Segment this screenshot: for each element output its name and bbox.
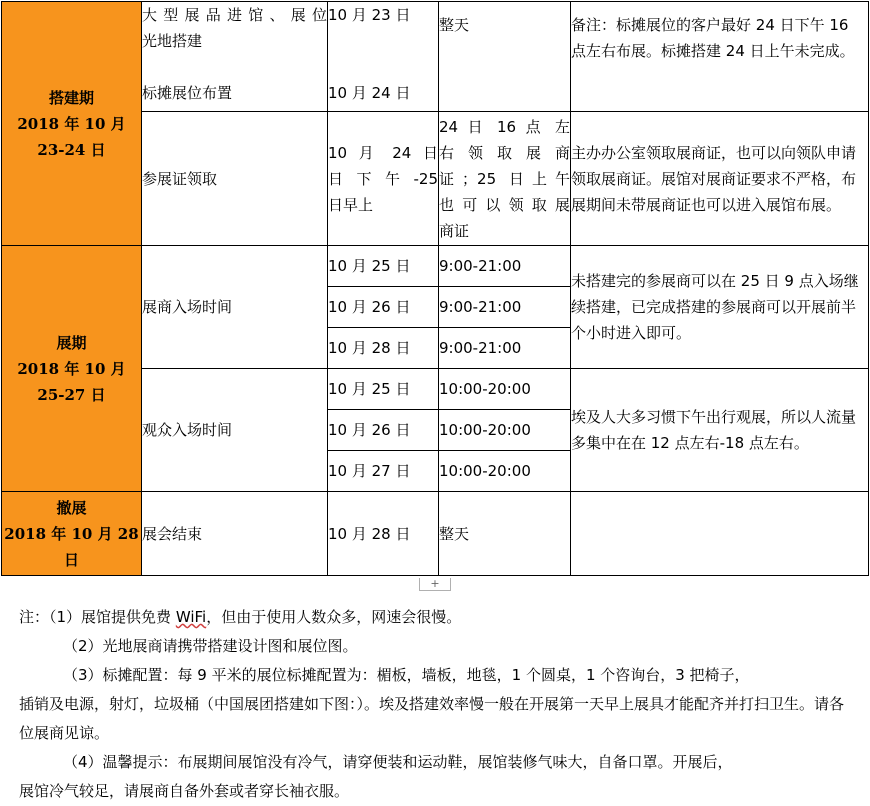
time-line: 也可以领取展 — [439, 195, 570, 214]
phase-date-line: 2018 年 10 月 28 — [4, 524, 139, 543]
note-cell — [571, 246, 869, 369]
table-row — [2, 2, 869, 112]
phase-date-line: 2018 年 10 月 — [17, 359, 126, 378]
time-text: 整天 — [439, 524, 470, 543]
time-cell — [439, 287, 571, 328]
item-cell — [142, 2, 328, 112]
date-cell — [328, 246, 439, 287]
item-text: 展会结束 — [142, 524, 203, 543]
date-cell — [328, 410, 439, 451]
phase-date-line: 25-27 日 — [37, 385, 106, 404]
item-text: 展商入场时间 — [142, 298, 233, 316]
note-cell — [571, 492, 869, 576]
time-text: 9:00-21:00 — [439, 298, 522, 316]
date-cell — [328, 492, 439, 576]
item-cell — [142, 246, 328, 369]
time-line: 商证 — [439, 221, 470, 240]
table-row — [2, 246, 869, 287]
phase-date-line: 23-24 日 — [37, 140, 106, 159]
item-cell — [142, 369, 328, 492]
item-line: 光地搭建 — [142, 32, 203, 50]
add-row-button[interactable]: + — [419, 578, 451, 591]
time-cell — [439, 2, 571, 112]
item-line: 标摊展位布置 — [142, 84, 233, 102]
note-item-1 — [19, 603, 849, 632]
phase-teardown-cell — [2, 492, 142, 576]
note-item-2: （2）光地展商请携带搭建设计图和展位图。 — [63, 637, 358, 655]
item-line: 大型展品进馆、展位 — [142, 6, 327, 24]
time-cell — [439, 492, 571, 576]
date-text: 10 月 28 日 — [328, 524, 411, 543]
date-cell — [328, 451, 439, 492]
time-cell — [439, 112, 571, 246]
notes-section — [19, 603, 849, 806]
table-row — [2, 492, 869, 576]
time-text: 10:00-20:00 — [439, 380, 531, 398]
note-text: 主办办公室领取展商证，也可以向领队申请领取展商证。展馆对展商证要求不严格，布展期间未带展商证也可以进入展馆布展。 — [571, 143, 857, 214]
time-text: 整天 — [439, 16, 470, 34]
date-line: 日 下 午 -25 — [328, 169, 438, 188]
note-cell — [571, 112, 869, 246]
phase-title: 搭建期 — [48, 88, 94, 107]
wifi-text: WiFi — [175, 608, 207, 626]
time-text: 9:00-21:00 — [439, 257, 522, 275]
date-cell — [328, 328, 439, 369]
note-text: 埃及人大多习惯下午出行观展，所以人流量多集中在在 12 点左右-18 点左右。 — [571, 408, 857, 452]
note-item-4-first: （4）温馨提示：布展期间展馆没有冷气，请穿便装和运动鞋，展馆装修气味大，自备口罩。开展后， — [63, 753, 733, 771]
time-cell — [439, 246, 571, 287]
date-line: 10 月 24 日 — [328, 84, 411, 102]
date-text: 10 月 25 日 — [328, 257, 411, 275]
date-text: 10 月 26 日 — [328, 298, 411, 316]
date-line: 10 月 23 日 — [328, 6, 411, 24]
note-cell — [571, 369, 869, 492]
date-text: 10 月 27 日 — [328, 462, 411, 480]
item-text: 参展证领取 — [142, 169, 218, 188]
phase-show-cell — [2, 246, 142, 492]
time-text: 10:00-20:00 — [439, 421, 531, 439]
item-text: 观众入场时间 — [142, 421, 233, 439]
date-line: 日早上 — [328, 195, 374, 214]
phase-build-cell — [2, 2, 142, 246]
date-text: 10 月 28 日 — [328, 339, 411, 357]
phase-date-line: 日 — [63, 550, 79, 569]
date-cell — [328, 369, 439, 410]
item-cell — [142, 492, 328, 576]
note-1-prefix: 注：（1）展馆提供免费 — [19, 608, 176, 626]
date-cell — [328, 112, 439, 246]
note-item-3-first: （3）标摊配置：每 9 平米的展位标摊配置为：楣板，墙板，地毯，1 个圆桌，1 个咨询台，3 把椅子， — [63, 666, 750, 684]
time-text: 9:00-21:00 — [439, 339, 522, 357]
note-text: 未搭建完的参展商可以在 25 日 9 点入场继续搭建，已完成搭建的参展商可以开展前半个小时进入即可。 — [571, 272, 859, 342]
schedule-table — [1, 1, 869, 576]
note-cell — [571, 2, 869, 112]
time-cell — [439, 369, 571, 410]
date-line: 10 月 24 日 — [328, 143, 438, 162]
note-item-4-rest: 展馆冷气较足，请展商自备外套或者穿长袖衣服。 — [19, 782, 350, 800]
time-text: 10:00-20:00 — [439, 462, 531, 480]
time-cell — [439, 410, 571, 451]
time-line: 24 日 16 点 左 — [439, 117, 570, 136]
date-cell — [328, 287, 439, 328]
date-cell — [328, 2, 439, 112]
item-cell — [142, 112, 328, 246]
note-item-3-rest: 插销及电源，射灯，垃圾桶（中国展团搭建如下图：）。埃及搭建效率慢一般在开展第一天早上展具才能配齐并打扫卫生。请各位展商见谅。 — [19, 695, 845, 742]
phase-title: 撤展 — [56, 498, 87, 517]
time-cell — [439, 451, 571, 492]
phase-date-line: 2018 年 10 月 — [17, 114, 126, 133]
time-line: 证；25 日上午 — [439, 169, 570, 188]
note-text: 备注：标摊展位的客户最好 24 日下午 16 点左右布展。标摊搭建 24 日上午未完成。 — [571, 16, 855, 60]
date-text: 10 月 26 日 — [328, 421, 411, 439]
time-cell — [439, 328, 571, 369]
phase-title: 展期 — [56, 333, 87, 352]
time-line: 右 领 取 展 商 — [439, 143, 570, 162]
date-text: 10 月 25 日 — [328, 380, 411, 398]
note-1-suffix: ，但由于使用人数众多，网速会很慢。 — [206, 608, 462, 626]
